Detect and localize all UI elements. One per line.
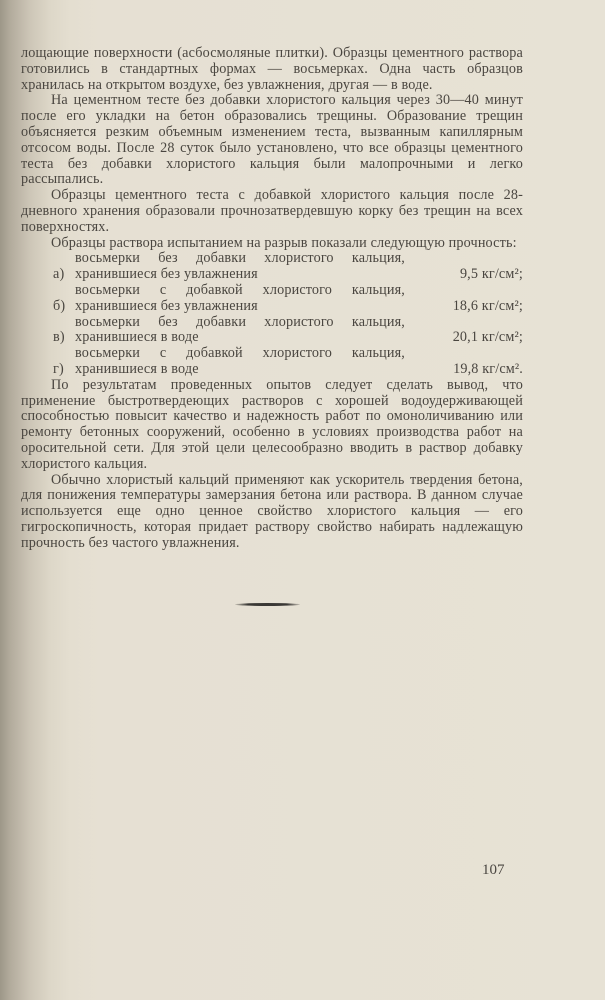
section-end-rule	[235, 603, 300, 606]
list-marker: в)	[53, 329, 65, 346]
strength-value: 9,5 кг/см²;	[459, 266, 523, 283]
list-marker: а)	[53, 266, 65, 283]
paragraph: По результатам проведенных опытов следует сделать вывод, что применение быстротвердеющих растворов с хорошей водоудерживающей способностью повысит качество и надежность работ по омоноличиванию или ремонту бетонных сооружений, особенно в условиях производства работ на оросительной сети. Для этой цели целесообразно вводить в раствор добавку хлористого кальция.	[21, 376, 523, 472]
paragraph: Образцы цементного теста с добавкой хлористого кальция после 28-дневного хранения образовали прочнозатвердевшую корку без трещин на всех поверхностях.	[21, 187, 523, 235]
list-item	[21, 315, 523, 347]
paragraph: На цементном тесте без добавки хлористого кальция через 30—40 минут после его укладки на бетон образовались трещины. Образование трещин объясняется резким объемным изменением теста, вызванным капиллярным отсосом воды. После 28 суток было установлено, что все образцы цементного теста без добавки хлористого кальция были малопрочными и легко рассыпались.	[21, 92, 523, 188]
strength-value: 20,1 кг/см²;	[452, 329, 523, 346]
list-marker: г)	[53, 360, 64, 377]
paragraph: лощающие поверхности (асбосмоляные плитки). Образцы цементного раствора готовились в стандартных формах — восьмерках. Одна часть образцов хранилась на открытом воздухе, без увлажнения, другая — в воде.	[21, 45, 523, 93]
strength-value: 19,8 кг/см².	[453, 360, 523, 377]
list-item	[21, 346, 523, 378]
list-item-text: восьмерки без добавки хлористого кальция, хранившиеся в воде	[75, 313, 405, 346]
paragraph: Образцы раствора испытанием на разрыв показали следующую прочность:	[51, 234, 517, 251]
body-text	[21, 46, 523, 552]
page-number: 107	[482, 862, 505, 878]
list-item-text: восьмерки с добавкой хлористого кальция, хранившиеся в воде	[75, 345, 405, 377]
strength-value: 18,6 кг/см²;	[452, 297, 523, 314]
list-item-text: восьмерки без добавки хлористого кальция, хранившиеся без увлажнения	[75, 250, 405, 283]
list-marker: б)	[53, 297, 66, 314]
list-item	[21, 251, 523, 283]
paragraph: Обычно хлористый кальций применяют как ускоритель твердения бетона, для понижения температуры замерзания бетона или раствора. В данном случае используется еще одно ценное свойство хлористого кальция — его гигроскопичность, которая придает раствору свойство набирать надлежащую прочность без частого увлажнения.	[21, 471, 523, 551]
list-item	[21, 283, 523, 315]
strength-list	[21, 251, 523, 377]
list-item-text: восьмерки с добавкой хлористого кальция, хранившиеся без увлажнения	[75, 281, 405, 314]
